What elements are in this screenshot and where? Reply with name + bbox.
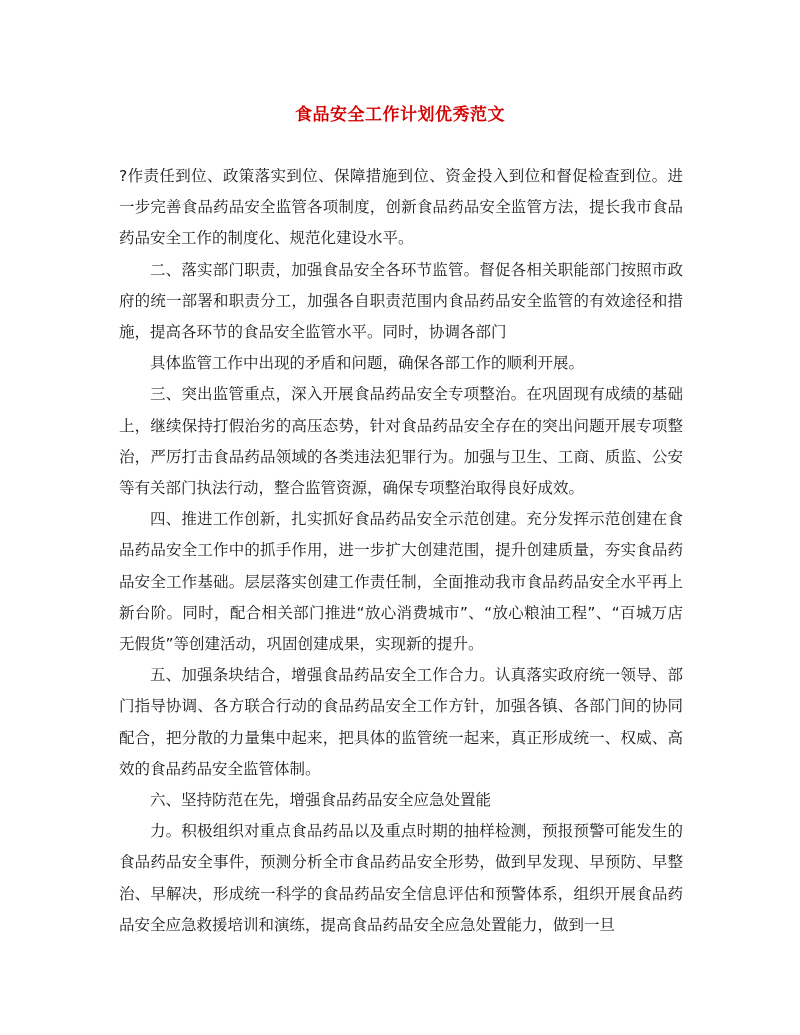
paragraph-4: 三、突出监管重点，深入开展食品药品安全专项整治。在巩固现有成绩的基础上，继续保持打假治劣的高压态势，针对食品药品安全存在的突出问题开展专项整治，严厉打击食品药品领域的各类违法犯罪行为。加强与卫生、工商、质监、公安等有关部门执法行动，整合监管资源，确保专项整治取得良好成效。 (119, 385, 683, 498)
paragraph-1: ?作责任到位、政策落实到位、保障措施到位、资金投入到位和督促检查到位。进一步完善食品药品安全监管各项制度，创新食品药品安全监管方法，提长我市食品药品安全工作的制度化、规范化建设水平。 (119, 167, 683, 248)
paragraph-6: 五、加强条块结合，增强食品药品安全工作合力。认真落实政府统一领导、部门指导协调、各方联合行动的食品药品安全工作方针，加强各镇、各部门间的协同配合，把分散的力量集中起来，把具体的监管统一起来，真正形成统一、权威、高效的食品药品安全监管体制。 (119, 666, 683, 778)
paragraph-7: 六、坚持防范在先，增强食品药品安全应急处置能 (150, 791, 492, 810)
document-body (119, 161, 683, 941)
document-title: 食品安全工作计划优秀范文 (295, 105, 505, 125)
paragraph-2: 二、落实部门职责，加强食品安全各环节监管。督促各相关职能部门按照市政府的统一部署和职责分工，加强各自职责范围内食品药品安全监管的有效途径和措施，提高各环节的食品安全监管水平。同时，协调各部门 (119, 260, 683, 342)
paragraph-5: 四、推进工作创新，扎实抓好食品药品安全示范创建。充分发挥示范创建在食品药品安全工作中的抓手作用，进一步扩大创建范围，提升创建质量，夯实食品药品安全工作基础。层层落实创建工作责任制，全面推动我市食品药品安全水平再上新台阶。同时，配合相关部门推进“放心消费城市”、“放心粮油工程”、“百城万店无假货”等创建活动，巩固创建成果，实现新的提升。 (119, 510, 683, 654)
paragraph-3: 具体监管工作中出现的矛盾和问题，确保各部工作的顺利开展。 (150, 354, 585, 373)
paragraph-8: 力。积极组织对重点食品药品以及重点时期的抽样检测，预报预警可能发生的食品药品安全事件，预测分析全市食品药品安全形势，做到早发现、早预防、早整治、早解决，形成统一科学的食品药品安全信息评估和预警体系，组织开展食品药品安全应急救援培训和演练，提高食品药品安全应急处置能力，做到一旦 (119, 822, 683, 934)
